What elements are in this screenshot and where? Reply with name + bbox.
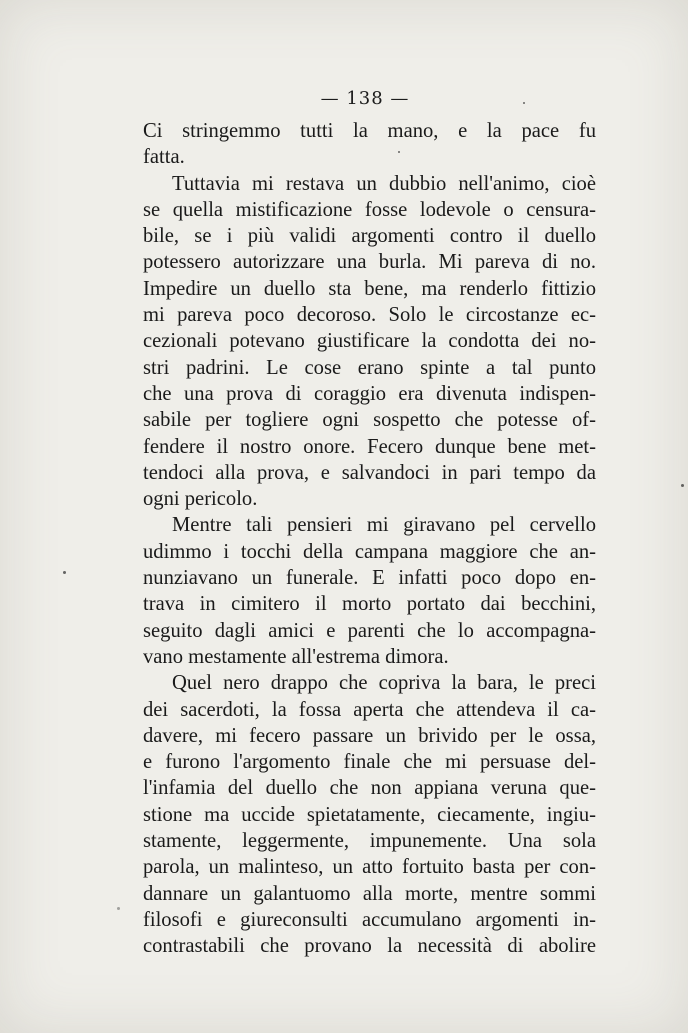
print-speck	[63, 571, 66, 574]
text-line: udimmo i tocchi della campana maggiore che an-	[143, 540, 596, 563]
text-line: Ci stringemmo tutti la mano, e la pace fu	[143, 120, 596, 142]
print-speck	[523, 102, 525, 104]
text-line: dei sacerdoti, la fossa aperta che attendeva il ca-	[143, 698, 596, 721]
text-line: potessero autorizzare una burla. Mi pareva di no.	[143, 251, 596, 274]
text-line: ogni pericolo.	[143, 488, 258, 511]
body-text	[143, 118, 596, 960]
text-line: Quel nero drappo che copriva la bara, le preci	[172, 672, 596, 695]
text-line: mi pareva poco decoroso. Solo le circostanze ec-	[143, 304, 596, 327]
text-line: stri padrini. Le cose erano spinte a tal punto	[143, 356, 596, 379]
text-line: che una prova di coraggio era divenuta indispen-	[143, 382, 596, 405]
text-line: l'infamia del duello che non appiana veruna que-	[143, 777, 596, 800]
text-line: trava in cimitero il morto portato dai becchini,	[143, 593, 596, 616]
text-line: contrastabili che provano la necessità di abolire	[143, 935, 596, 958]
text-line: stamente, leggermente, impunemente. Una sola	[143, 830, 596, 853]
text-line: Tuttavia mi restava un dubbio nell'animo, cioè	[172, 172, 596, 195]
text-line: se quella mistificazione fosse lodevole o censura-	[143, 198, 596, 221]
text-line: cezionali potevano giustificare la condotta dei no-	[143, 330, 596, 353]
print-speck	[117, 907, 120, 910]
text-line: filosofi e giureconsulti accumulano argomenti in-	[143, 908, 596, 931]
text-line: fatta.	[143, 146, 185, 169]
text-line: Mentre tali pensieri mi giravano pel cervello	[172, 514, 596, 537]
print-speck	[398, 151, 400, 153]
text-line: sabile per togliere ogni sospetto che potesse of-	[143, 409, 596, 432]
text-line: vano mestamente all'estrema dimora.	[143, 645, 449, 668]
text-line: bile, se i più validi argomenti contro il duello	[143, 225, 596, 248]
text-line: seguito dagli amici e parenti che lo accompagna-	[143, 619, 596, 642]
print-speck	[681, 484, 684, 487]
text-line: nunziavano un funerale. E infatti poco dopo en-	[143, 567, 596, 590]
text-line: dannare un galantuomo alla morte, mentre sommi	[143, 882, 596, 905]
text-line: e furono l'argomento finale che mi persuase del-	[143, 751, 596, 774]
page-number: — 138 —	[320, 88, 410, 109]
text-line: parola, un malinteso, un atto fortuito basta per con-	[143, 856, 596, 879]
text-line: tendoci alla prova, e salvandoci in pari tempo da	[143, 461, 596, 484]
text-line: stione ma uccide spietatamente, ciecamente, ingiu-	[143, 803, 596, 826]
text-line: davere, mi fecero passare un brivido per le ossa,	[143, 724, 596, 747]
text-line: fendere il nostro onore. Fecero dunque bene met-	[143, 435, 596, 458]
text-line: Impedire un duello sta bene, ma renderlo fittizio	[143, 277, 596, 300]
